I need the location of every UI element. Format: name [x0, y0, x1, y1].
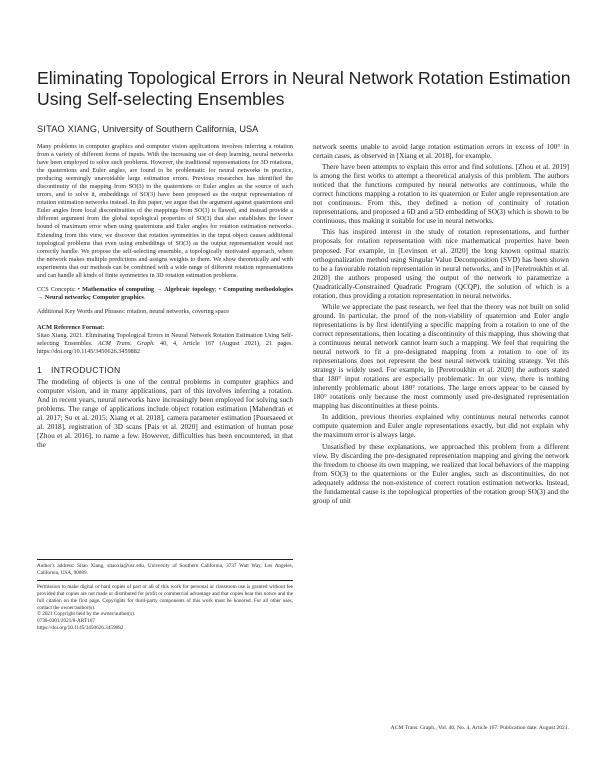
permission-rule	[37, 580, 293, 581]
left-column	[37, 143, 293, 450]
right-paragraph-6: Unsatisfied by these explanations, we approached this problem from a different view. By discarding the pre-designated representation mapping and giving the network the freedom to choose its own mapping, we realized that local behaviors of the mapping from SO(3) to the quaternions or the Euler angles, such as discontinuities, do not adequately address the non-existence of correct rotation estimation networks. Instead, the fundamental cause is the topological properties of the rotation group SO(3) and the group of unit	[313, 442, 569, 505]
ccs-lead: CCS Concepts: •	[37, 285, 83, 293]
page-footer: ACM Trans. Graph., Vol. 40, No. 4, Article 167. Publication date: August 2021.	[390, 725, 569, 731]
copyright: © 2021 Copyright held by the owner/author(s).	[37, 611, 136, 618]
right-paragraph-5: In addition, previous theories explained why continuous neural networks cannot compute quaternion and Euler angle representations exactly, but did not explain why the maximum error is always large.	[313, 413, 569, 440]
ccs-end: .	[143, 293, 146, 301]
right-paragraph-2: There have been attempts to explain this error and find solutions. [Zhou et al. 2019] is among the first works to attempt a theoretical analysis of this problem. The authors noticed that the functions computed by neural networks are continuous, while the correct functions mapping a rotation to its quaternion or Euler angle representation are not continuous. From this, they defined a notion of continuity of rotation representations, and proposed a 6D and a 5D embedding of SO(3) which is shown to be continuous, thus making it suitable for use in neural networks.	[313, 163, 569, 226]
issn: 0730-0301/2021/8-ART167	[37, 617, 95, 624]
author-address: Author's address: Sitao Xiang, sitaoxia@usc.edu, University of Southern California, 3737 Watt Way, Los Angeles, California, USA, 90089.	[37, 563, 293, 576]
permission-notice: Permission to make digital or hard copies of part or all of this work for personal or classroom use is granted without fee provided that copies are not made or distributed for profit or commercial advantage and that copies bear this notice and the full citation on the first page. Copyrights for third-party components of this work must be honored. For all other uses, contact the owner/author(s).	[37, 584, 293, 611]
reference-journal: ACM Trans. Graph.	[97, 339, 155, 347]
ccs-concept-1: Mathematics of computing → Algebraic topology	[82, 285, 215, 293]
author-name: SITAO XIANG,	[37, 124, 100, 134]
reference-format-heading: ACM Reference Format:	[37, 323, 105, 331]
abstract: Many problems in computer graphics and computer vision applications involves inferring a rotation from a variety of different forms of inputs. With the increasing use of deep learning, neural networks have been employed to solve such problems. However, the traditional representations for 3D rotations, the quaternions and Euler angles, are found to be problematic for neural networks in practice, producing seemingly unavoidable large estimation errors. Previous researches has identified the discontinuity of the mapping from SO(3) to the quaternions or Euler angles as the source of such errors, and to solve it, embeddings of SO(3) have been proposed as the output representation of rotation estimation networks instead. In this paper, we argue that the argument against quaternions and Euler angles from local discontinuities of the mappings from SO(3) is flawed, and instead provide a different argument from the global topological properties of SO(3) that also establishes the lower bound of maximum error when using quaternions and Euler angles for rotation estimation networks. Extending from this view, we discover that rotation symmetries in the input object causes additional topological problems that even using embeddings of SO(3) as the output representation would not correctly handle. We propose the self-selecting ensemble, a topologically motivated approach, where the network makes multiple predictions and assigns weights to them. We show theoretically and with experiments that our methods can be combined with a wide range of different rotation representations and can handle all kinds of finite symmetries in 3D rotation estimation problems.	[37, 143, 293, 279]
footnote-rule	[37, 559, 293, 560]
right-column	[313, 143, 569, 508]
reference-text-1: Sitao Xiang. 2021. Eliminating Topological Errors in Neural Network Rotation Estimation Using Self-selecting Ensembles.	[37, 331, 293, 347]
reference-text-2: 40, 4, Article 167 (August 2021), 21 pages. https://doi.org/10.1145/3450626.3459882	[37, 339, 293, 356]
footnotes	[37, 559, 293, 631]
keywords: Additional Key Words and Phrases: rotation, neural networks, covering space	[37, 307, 230, 315]
right-paragraph-4: While we appreciate the past research, we feel that the theory was not built on solid ground. In particular, the proof of the non-viability of quaternion and Euler angle representations is by first identifying a specific mapping from a rotation to one of the correct representations, then locating a discontinuity of this mapping, thus showing that a continuous neural network cannot learn such a mapping. We feel that requiring the neural network to fit a pre-designated mapping from a rotation to one of its representations does not represent the best neural network training strategy. Yet this strategy is widely used. For example, in [Peretroukhin et al. 2020] the authors stated that 180° input rotations are especially problematic. In our view, there is nothing inherently problematic about 180° rotations. The large errors appear to be caused by 180° rotations only because the most commonly used pre-designated representation mapping has discontinuities at these points.	[313, 302, 569, 411]
section-heading-introduction	[37, 365, 293, 375]
author-affiliation: University of Southern California, USA	[102, 124, 259, 134]
reference-format	[37, 332, 293, 356]
ccs-concept-2: Computing methodologies → Neural networks; Computer graphics	[37, 285, 293, 301]
intro-paragraph-1: The modeling of objects is one of the central problems in computer graphics and computer vision, and in many applications, part of this involves inferring a rotation. And in recent years, neural networks have increasingly been employed for solving such problems. The range of applications include object rotation estimation [Mahendran et al. 2017; Su et al. 2015; Xiang et al. 2018], camera parameter estimation [Poursaeed et al. 2018], registration of 3D scans [Pais et al. 2020] and estimation of human pose [Zhou et al. 2016], to name a few. However, difficulties has been encountered, in that the	[37, 378, 293, 450]
right-paragraph-1: network seems unable to avoid large rotation estimation errors in excess of 100° in certain cases, as observed in [Xiang et al. 2018], for example.	[313, 143, 569, 161]
doi-link[interactable]: https://doi.org/10.1145/3450626.3459882	[37, 624, 124, 631]
paper-title: Eliminating Topological Errors in Neural Network Rotation Estimation Using Self-selecting Ensembles	[37, 68, 571, 109]
right-paragraph-3: This has inspired interest in the study of rotation representations, and further proposals for rotation representation with nice mathematical properties have been proposed. For example, in [Levinson et al. 2020] the long known optimal matrix orthogonalization method using Singular Value Decomposition (SVD) has been shown to be a favourable rotation representation in neural networks, and in [Peretroukhin et al. 2020] the authors proposed using the output of the network to parametrize a Quadratically-Constrained Quadratic Program (QCQP), the solution of which is a rotation, thus providing a rotation representation in neural networks.	[313, 228, 569, 300]
ccs-concepts	[37, 286, 293, 302]
ccs-separator: ; •	[214, 285, 224, 293]
section-number: 1	[37, 365, 43, 376]
author-line	[37, 124, 337, 134]
section-title: INTRODUCTION	[51, 365, 121, 376]
